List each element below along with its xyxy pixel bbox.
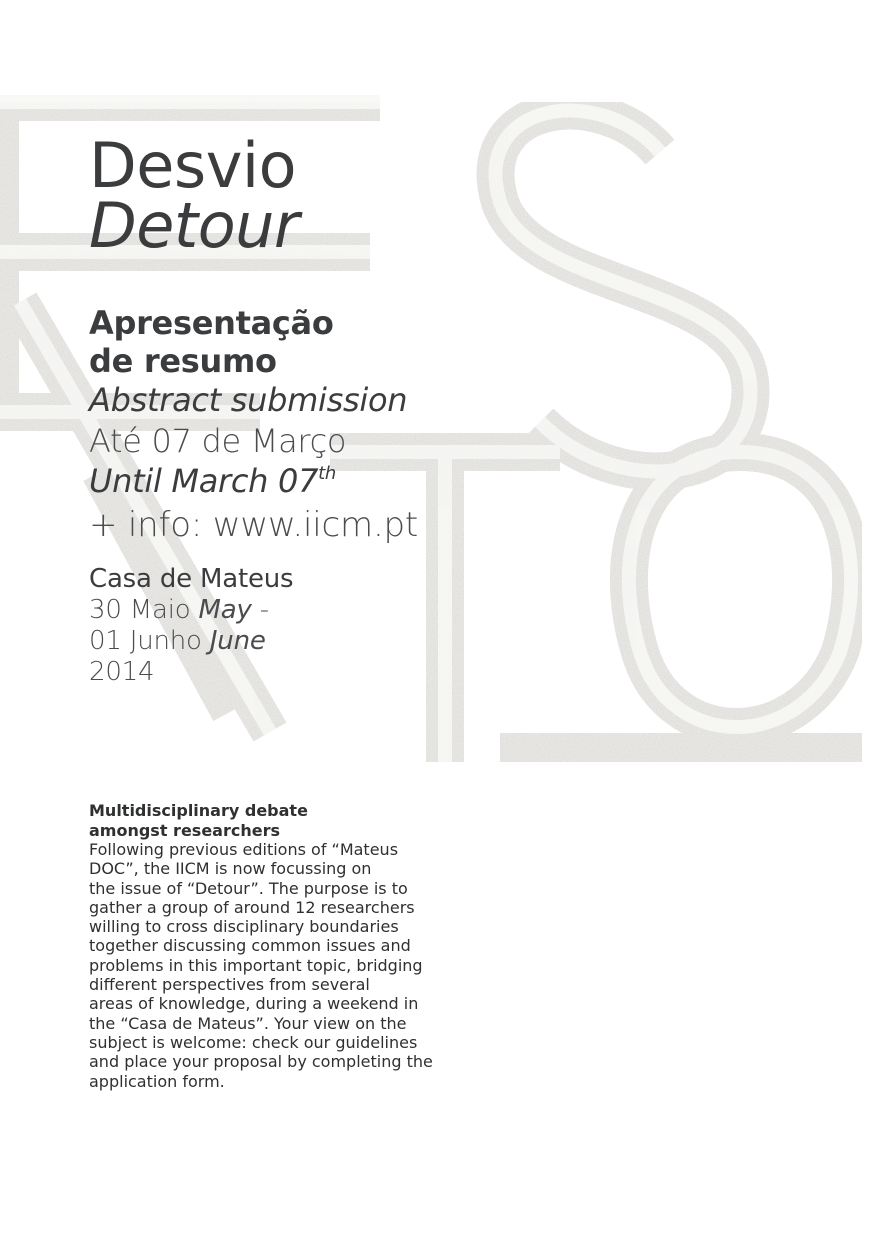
date-end-en: June [209, 626, 266, 656]
description-line: Following previous editions of “Mateus [89, 840, 399, 859]
venue-name: Casa de Mateus [89, 564, 294, 594]
description-line: problems in this important topic, bridging [89, 955, 423, 975]
date-start-en: May [198, 595, 252, 625]
description-line: DOC”, the IICM is now focussing on [89, 859, 372, 879]
info-link[interactable]: + info: www.iicm.pt [89, 505, 419, 545]
event-year: 2014 [89, 657, 155, 687]
description-line: application form. [89, 1071, 225, 1091]
date-end [89, 626, 293, 657]
description-heading-line1: Multidisciplinary debate [89, 801, 308, 820]
description-line: willing to cross disciplinary boundaries [89, 917, 399, 937]
description-line: the “Casa de Mateus”. Your view on the [89, 1013, 407, 1033]
description-line: and place your proposal by completing the [89, 1052, 433, 1072]
date-end-pt: 01 Junho [89, 626, 202, 656]
description-line: subject is welcome: check our guidelines [89, 1032, 418, 1052]
title-block [89, 129, 299, 262]
submission-heading-pt-line1: Apresentação [89, 304, 334, 342]
description-line: together discussing common issues and [89, 936, 411, 956]
date-start-separator: - [251, 595, 269, 625]
date-start [89, 595, 293, 626]
description-line: the issue of “Detour”. The purpose is to [89, 878, 408, 898]
description-line: different perspectives from several [89, 975, 370, 995]
description-block [89, 801, 449, 1091]
title-english: Detour [89, 189, 299, 262]
date-start-pt: 30 Maio [89, 595, 191, 625]
submission-heading-pt-line2: de resumo [89, 342, 277, 380]
deadline-en-suffix: th [318, 463, 337, 484]
title-portuguese: Desvio [89, 129, 297, 202]
deadline-pt: Até 07 de Março [89, 422, 347, 460]
description-line: areas of knowledge, during a weekend in [89, 994, 419, 1014]
submission-block [89, 304, 418, 548]
description-line: gather a group of around 12 researchers [89, 897, 415, 917]
description-heading-line2: amongst researchers [89, 820, 280, 840]
venue-block [89, 564, 293, 688]
deadline-en-text: Until March 07 [89, 462, 319, 500]
submission-heading-en: Abstract submission [89, 381, 408, 419]
deadline-en [89, 461, 418, 502]
